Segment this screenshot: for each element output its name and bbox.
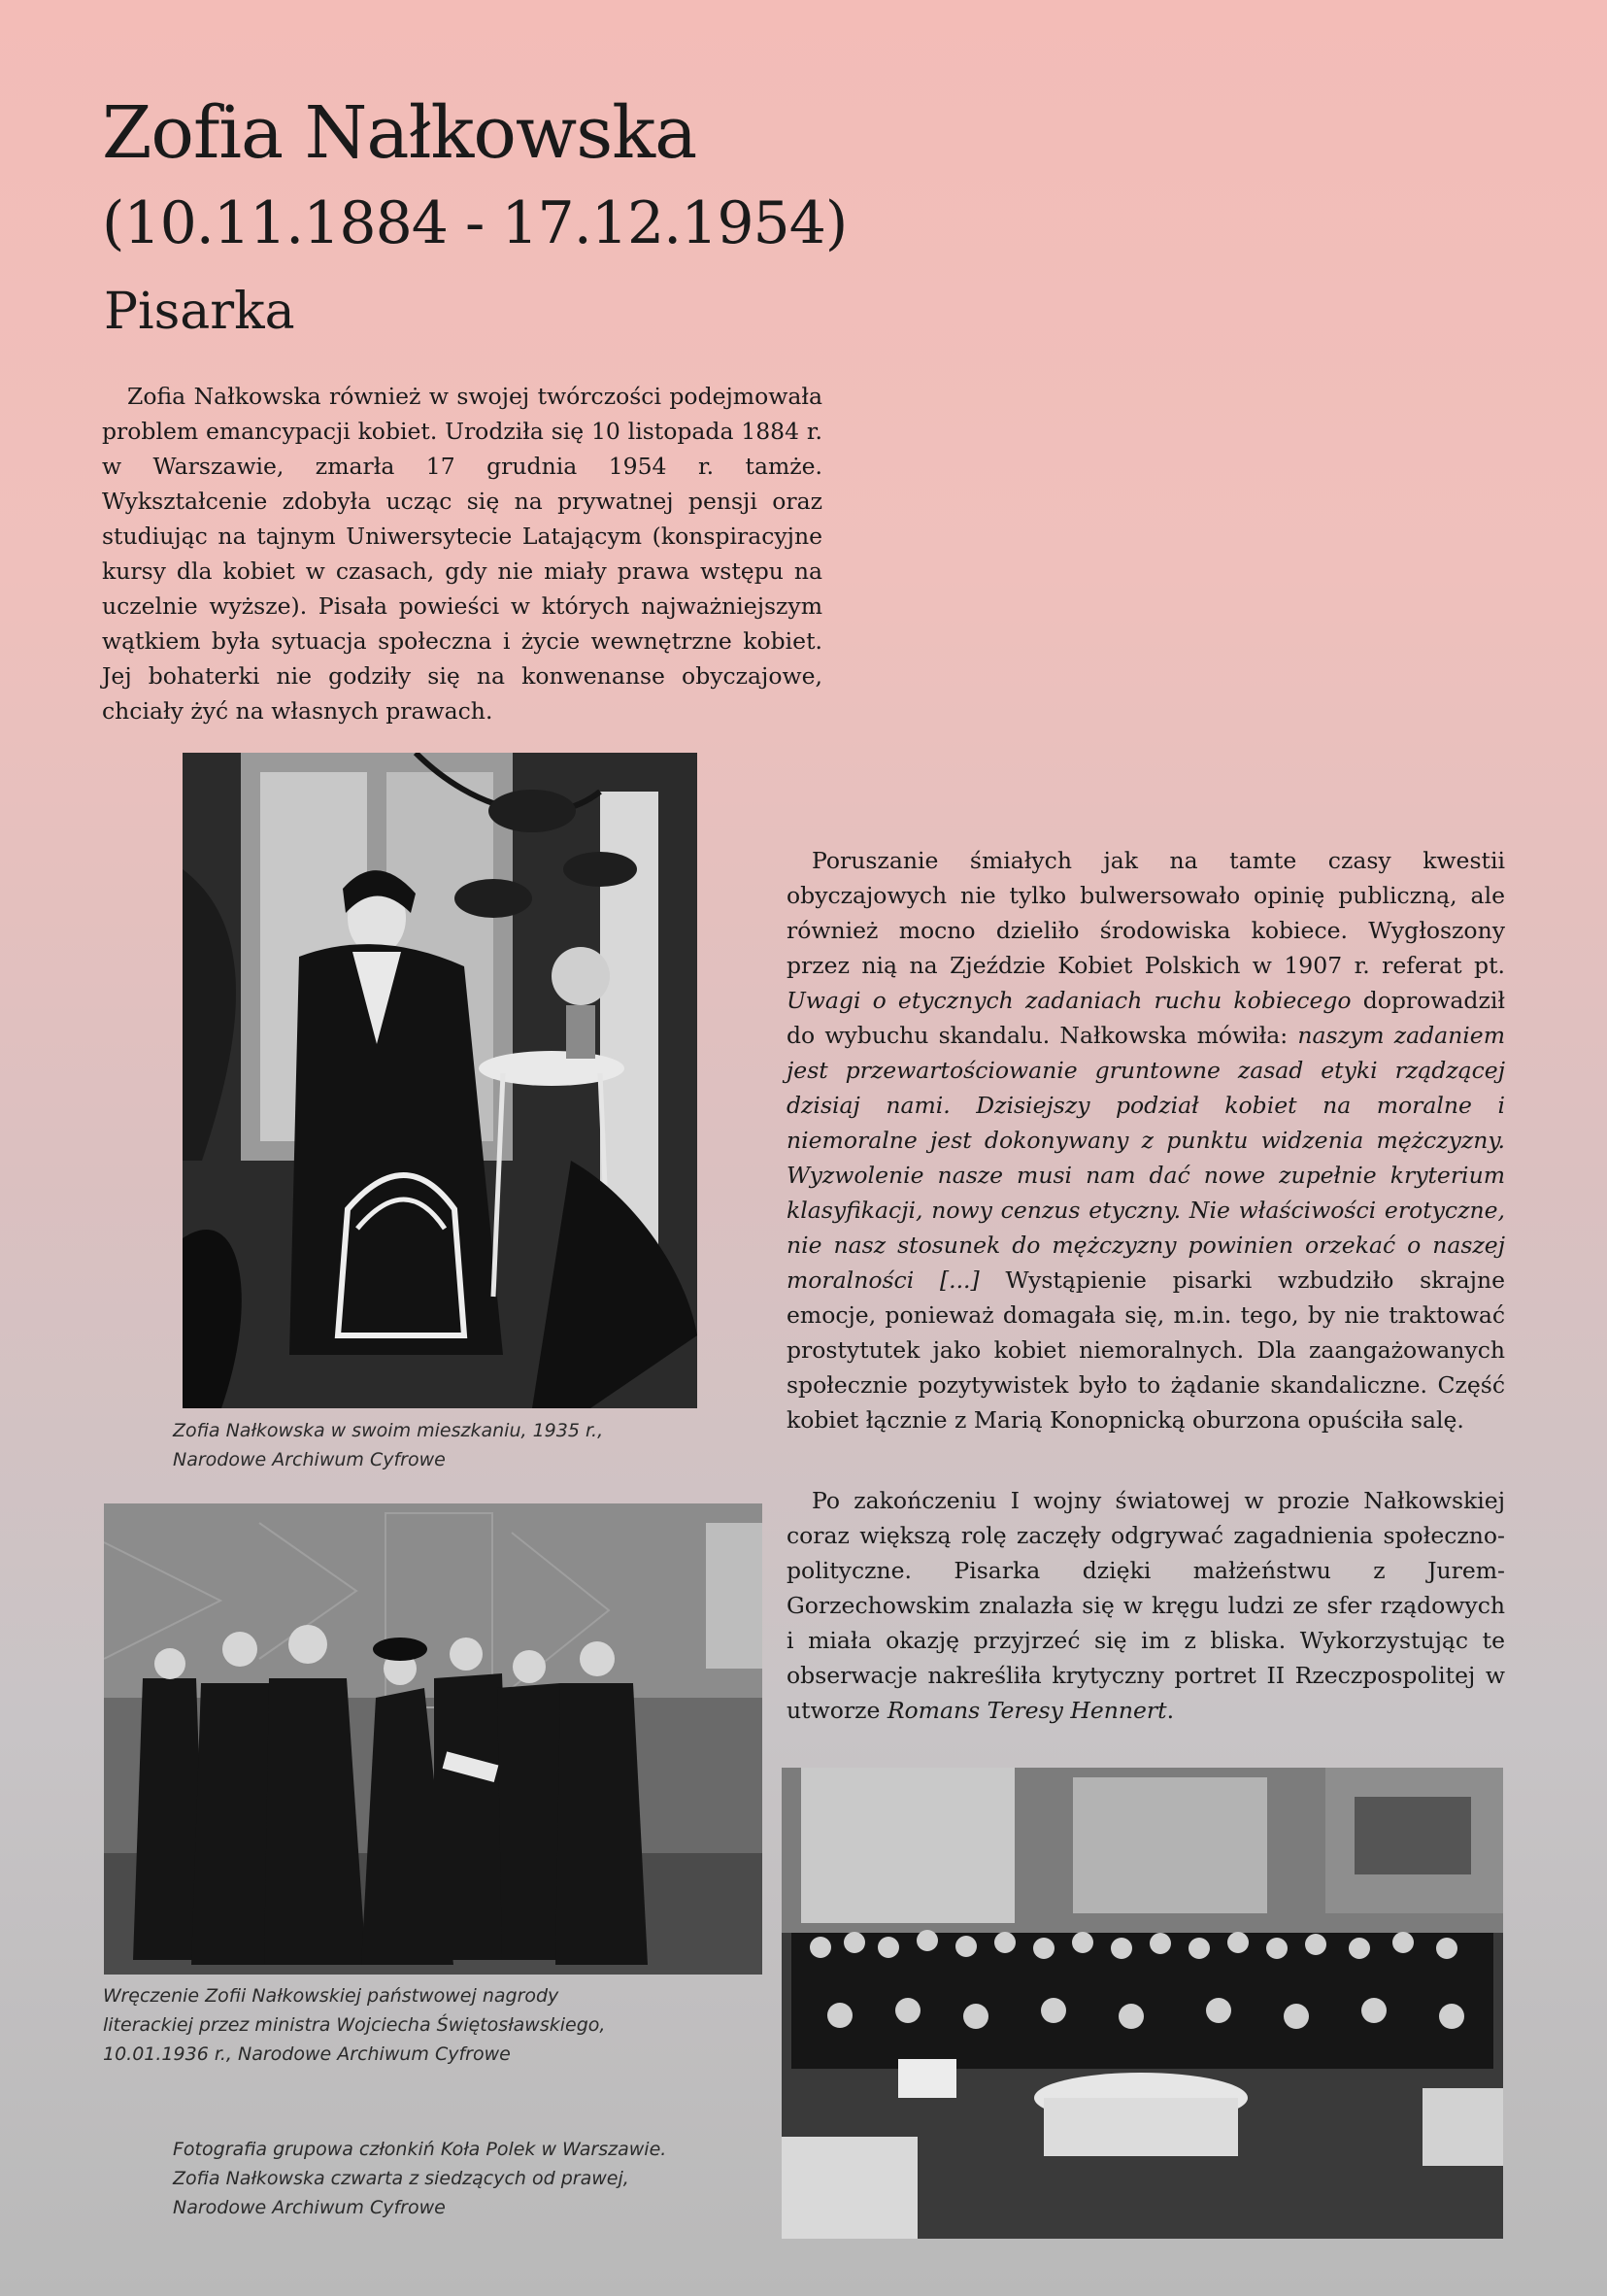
- portrait-photo: [932, 112, 1554, 889]
- apartment-photo-caption: Zofia Nałkowska w swoim mieszkaniu, 1935 r., Narodowe Archiwum Cyfrowe: [173, 1420, 604, 1470]
- postwar-paragraph: Po zakończeniu I wojny światowej w prozie Nałkowskiej coraz większą rolę zaczęły odgrywać zagadnienia społeczno-polityczne. Pisarka dzięki małżeństwu z Jurem-Gorzechowskim znalazła się w kręgu ludzi ze sfer rządowych i miała okazję przyjrzeć się im z bliska. Wykorzystując te obserwacje nakreśliła krytyczny portret II Rzeczpospolitej w utworze Romans Teresy Hennert.: [787, 1487, 1505, 1724]
- life-dates: (10.11.1884 - 17.12.1954): [102, 189, 848, 257]
- speech-paragraph: Poruszanie śmiałych jak na tamte czasy kwestii obyczajowych nie tylko bulwersowało opinię publiczną, ale również mocno dzieliło środowiska kobiece. Wygłoszony przez nią na Zjeździe Kobiet Polskich w 1907 r. referat pt. Uwagi o etycznych zadaniach ruchu kobiecego doprowadził do wybuchu skandalu. Nałkowska mówiła: naszym zadaniem jest przewartościowanie gruntowne zasad etyki rządzącej dzisiaj nami. Dzisiejszy podział kobiet na moralne i niemoralne jest dokonywany z punktu widzenia mężczyzny. Wyzwolenie nasze musi nam dać nowe zupełnie kryterium klasyfikacji, nowy cenzus etyczny. Nie właściwości erotyczne, nie nasz stosunek do mężczyzny powinien orzekać o naszej moralności [...] Wystąpienie pisarki wzbudziło skrajne emocje, ponieważ domagała się, m.in. tego, by nie traktować prostytutek jako kobiet niemoralnych. Dla zaangażowanych społecznie pozytywistek było to żądanie skandaliczne. Część kobiet łącznie z Marią Konopnicką oburzona opuściła salę.: [787, 847, 1505, 1434]
- award-photo-caption: Wręczenie Zofii Nałkowskiej państwowej nagrody literackiej przez ministra Wojciecha Świętosławskiego, 10.01.1936 r., Narodowe Archiwum Cyfrowe: [103, 1985, 606, 2065]
- page-title: Zofia Nałkowska: [102, 91, 697, 175]
- group-photo-caption: Fotografia grupowa członkiń Koła Polek w Warszawie. Zofia Nałkowska czwarta z siedzących od prawej, Narodowe Archiwum Cyfrowe: [173, 2139, 667, 2218]
- page-subtitle: Pisarka: [104, 283, 295, 341]
- intro-paragraph: Zofia Nałkowska również w swojej twórczości podejmowała problem emancypacji kobiet. Urodziła się 10 listopada 1884 r. w Warszawie, zmarła 17 grudnia 1954 r. tamże. Wykształcenie zdobyła ucząc się na prywatnej pensji oraz studiując na tajnym Uniwersytecie Latającym (konspiracyjne kursy dla kobiet w czasach, gdy nie miały prawa wstępu na uczelnie wyższe). Pisała powieści w których najważniejszym wątkiem była sytuacja społeczna i życie wewnętrzne kobiet. Jej bohaterki nie godziły się na konwenanse obyczajowe, chciały żyć na własnych prawach.: [102, 383, 822, 725]
- award-ceremony-photo: [104, 1503, 762, 1975]
- group-photo: [782, 1768, 1503, 2239]
- apartment-photo: [183, 753, 697, 1408]
